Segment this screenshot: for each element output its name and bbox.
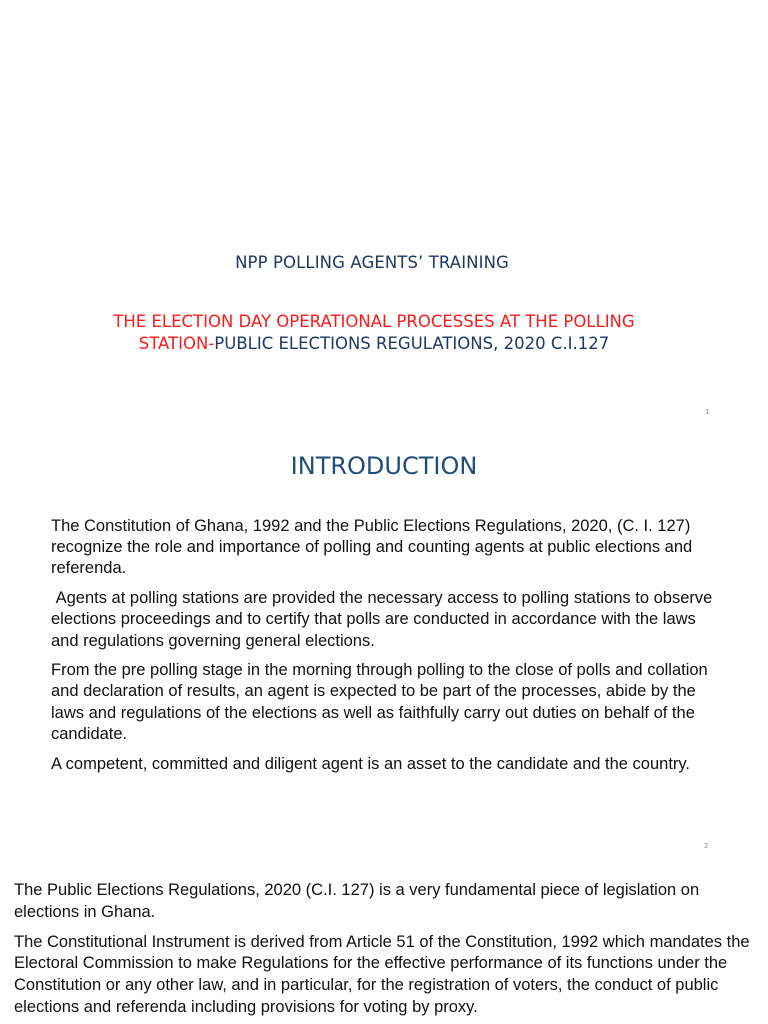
slide-number: 2 <box>704 842 709 850</box>
intro-paragraph: Agents at polling stations are provided the necessary access to polling stations to observe elections proceedings and to certify that polls are conducted in accordance with the laws and regulations governing general elections. <box>51 589 717 650</box>
introduction-heading: INTRODUCTION <box>290 452 478 480</box>
training-subtitle: NPP POLLING AGENTS’ TRAINING <box>235 253 509 272</box>
title-blue-part: PUBLIC ELECTIONS REGULATIONS, 2020 C.I.127 <box>214 334 610 353</box>
introduction-body <box>51 516 721 783</box>
intro-paragraph: From the pre polling stage in the morning through polling to the close of polls and collation and declaration of results, an agent is expected to be part of the processes, abide by the laws and regulations of the elections as well as faithfully carry out duties on behalf of the candidate. <box>51 661 708 743</box>
title-red-part: THE ELECTION DAY OPERATIONAL PROCESSES AT THE POLLING STATION- <box>113 312 635 353</box>
intro-paragraph: The Constitution of Ghana, 1992 and the Public Elections Regulations, 2020, (C. I. 127) recognize the role and importance of polling and counting agents at public elections and referenda. <box>51 517 693 578</box>
slide-2-introduction <box>0 432 768 866</box>
regulations-paragraph: The Constitutional Instrument is derived from Article 51 of the Constitution, 1992 which mandates the Electoral Commission to make Regulations for the effective performance of its functions under the Constitution or any other law, and in particular, for the registration of voters, the conduct of public elections and referenda including provisions for voting by proxy. <box>14 932 750 1016</box>
slide-1-title <box>0 0 768 432</box>
slide-number: 1 <box>705 408 710 416</box>
regulations-paragraph: The Public Elections Regulations, 2020 (C.I. 127) is a very fundamental piece of legislation on elections in Ghana. <box>14 881 700 921</box>
intro-paragraph: A competent, committed and diligent agent is an asset to the candidate and the country. <box>51 754 691 773</box>
regulations-body <box>14 880 750 1024</box>
slide-3-regulations <box>0 866 768 1024</box>
presentation-title <box>80 311 668 355</box>
